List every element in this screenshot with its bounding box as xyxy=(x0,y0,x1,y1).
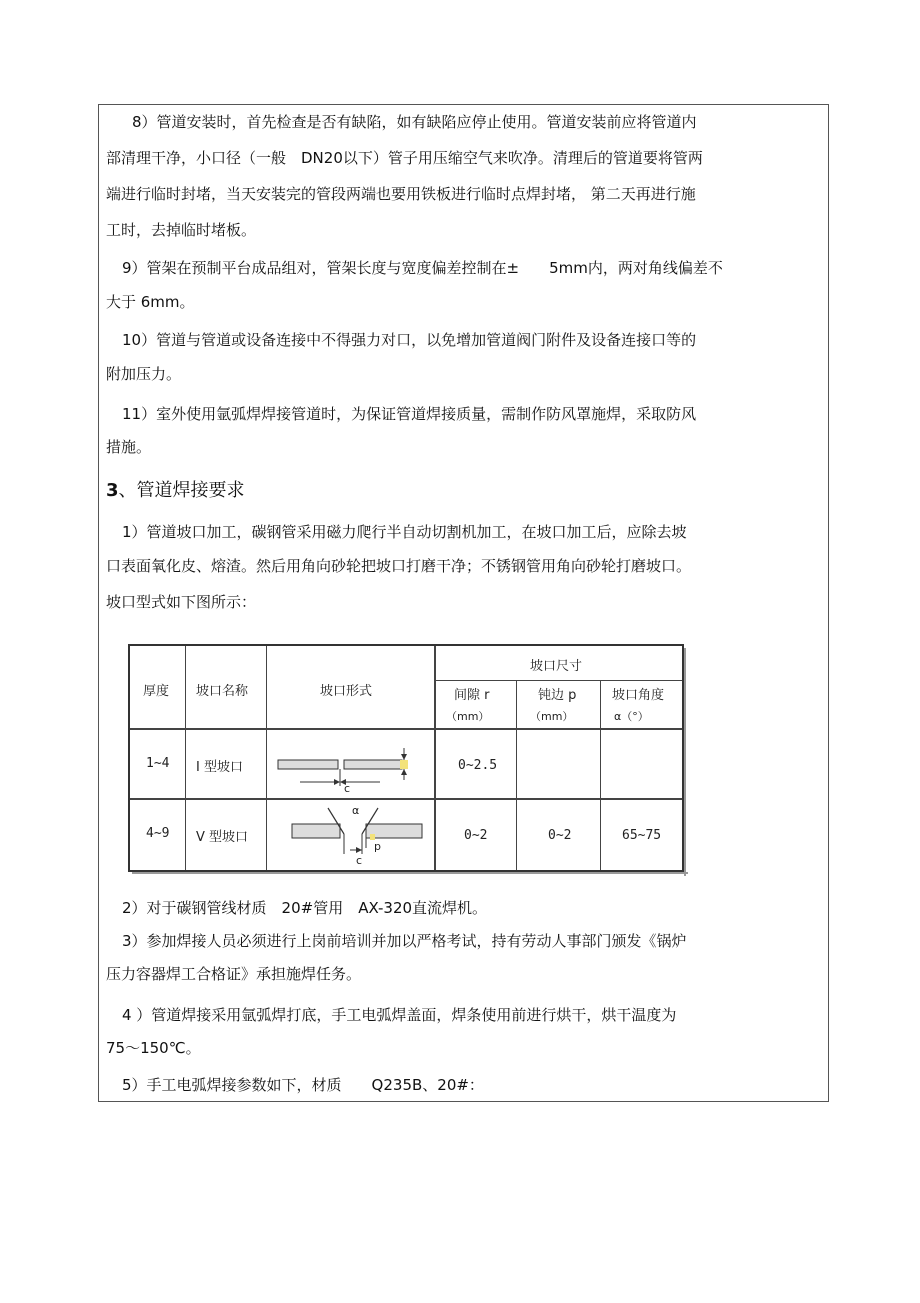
para-10-line1: 10）管道与管道或设备连接中不得强力对口，以免增加管道阀门附件及设备连接口等的 xyxy=(122,331,697,349)
row1-thickness: 1~4 xyxy=(146,756,170,771)
row2-angle: 65~75 xyxy=(622,828,662,843)
th-size: 坡口尺寸 xyxy=(530,659,583,674)
v-groove-diagram xyxy=(270,804,430,866)
para-11-line1: 11）室外使用氩弧焊焊接管道时，为保证管道焊接质量，需制作防风罩施焊，采取防风 xyxy=(122,405,697,423)
row2-gap: 0~2 xyxy=(464,828,488,843)
th-root: 钝边 p xyxy=(538,688,577,703)
th-thickness: 厚度 xyxy=(143,684,170,699)
th-angle: 坡口角度 xyxy=(612,688,665,703)
v-groove-c-label: c xyxy=(356,854,363,867)
item-3-line1: 3）参加焊接人员必须进行上岗前培训并加以严格考试，持有劳动人事部门颁发《锅炉 xyxy=(122,932,687,950)
item-1-line1: 1）管道坡口加工，碳钢管采用磁力爬行半自动切割机加工，在坡口加工后，应除去坡 xyxy=(122,523,687,541)
item-1-line3: 坡口型式如下图所示： xyxy=(106,593,257,611)
item-4-line1: 4 ）管道焊接采用氩弧焊打底，手工电弧焊盖面，焊条使用前进行烘干，烘干温度为 xyxy=(122,1006,677,1024)
row2-root: 0~2 xyxy=(548,828,572,843)
section-number: 3 xyxy=(106,480,119,501)
item-1-line2: 口表面氧化皮、熔渣。然后用角向砂轮把坡口打磨干净；不锈钢管用角向砂轮打磨坡口。 xyxy=(106,557,692,575)
item-5: 5）手工电弧焊接参数如下，材质 Q235B、20#： xyxy=(122,1076,484,1094)
item-4-line2: 75～150℃。 xyxy=(106,1039,201,1057)
para-10-line2: 附加压力。 xyxy=(106,365,182,383)
para-8-line4: 工时，去掉临时堵板。 xyxy=(106,221,257,239)
th-root-unit: （mm） xyxy=(530,710,574,723)
row2-thickness: 4~9 xyxy=(146,826,170,841)
row1-name: I 型坡口 xyxy=(196,760,243,775)
groove-table xyxy=(128,644,684,872)
section-heading xyxy=(106,476,245,506)
para-11-line2: 措施。 xyxy=(106,438,152,456)
para-8-line2: 部清理干净，小口径（一般 DN20以下）管子用压缩空气来吹净。清理后的管道要将管两 xyxy=(106,149,703,167)
para-8-line3: 端进行临时封堵，当天安装完的管段两端也要用铁板进行临时点焊封堵， 第二天再进行施 xyxy=(106,185,696,203)
item-3-line2: 压力容器焊工合格证》承担施焊任务。 xyxy=(106,965,362,983)
para-8-line1: 8）管道安装时，首先检查是否有缺陷，如有缺陷应停止使用。管道安装前应将管道内 xyxy=(132,113,697,131)
v-groove-alpha-label: α xyxy=(352,804,360,817)
th-form: 坡口形式 xyxy=(320,684,373,699)
i-groove-c-label: c xyxy=(344,782,351,795)
item-2: 2）对于碳钢管线材质 20#管用 AX-320直流焊机。 xyxy=(122,899,488,917)
row2-name: V 型坡口 xyxy=(196,830,249,845)
v-groove-p-label: p xyxy=(374,840,381,853)
para-9-line2: 大于 6mm。 xyxy=(106,293,195,311)
section-title: 、管道焊接要求 xyxy=(118,480,245,501)
th-angle-unit: α（°） xyxy=(614,710,649,723)
th-name: 坡口名称 xyxy=(196,684,249,699)
th-gap-unit: （mm） xyxy=(446,710,490,723)
para-9-line1: 9）管架在预制平台成品组对，管架长度与宽度偏差控制在± 5mm内，两对角线偏差不 xyxy=(122,259,723,277)
th-gap: 间隙 r xyxy=(454,688,490,703)
row1-gap: 0~2.5 xyxy=(458,758,498,773)
